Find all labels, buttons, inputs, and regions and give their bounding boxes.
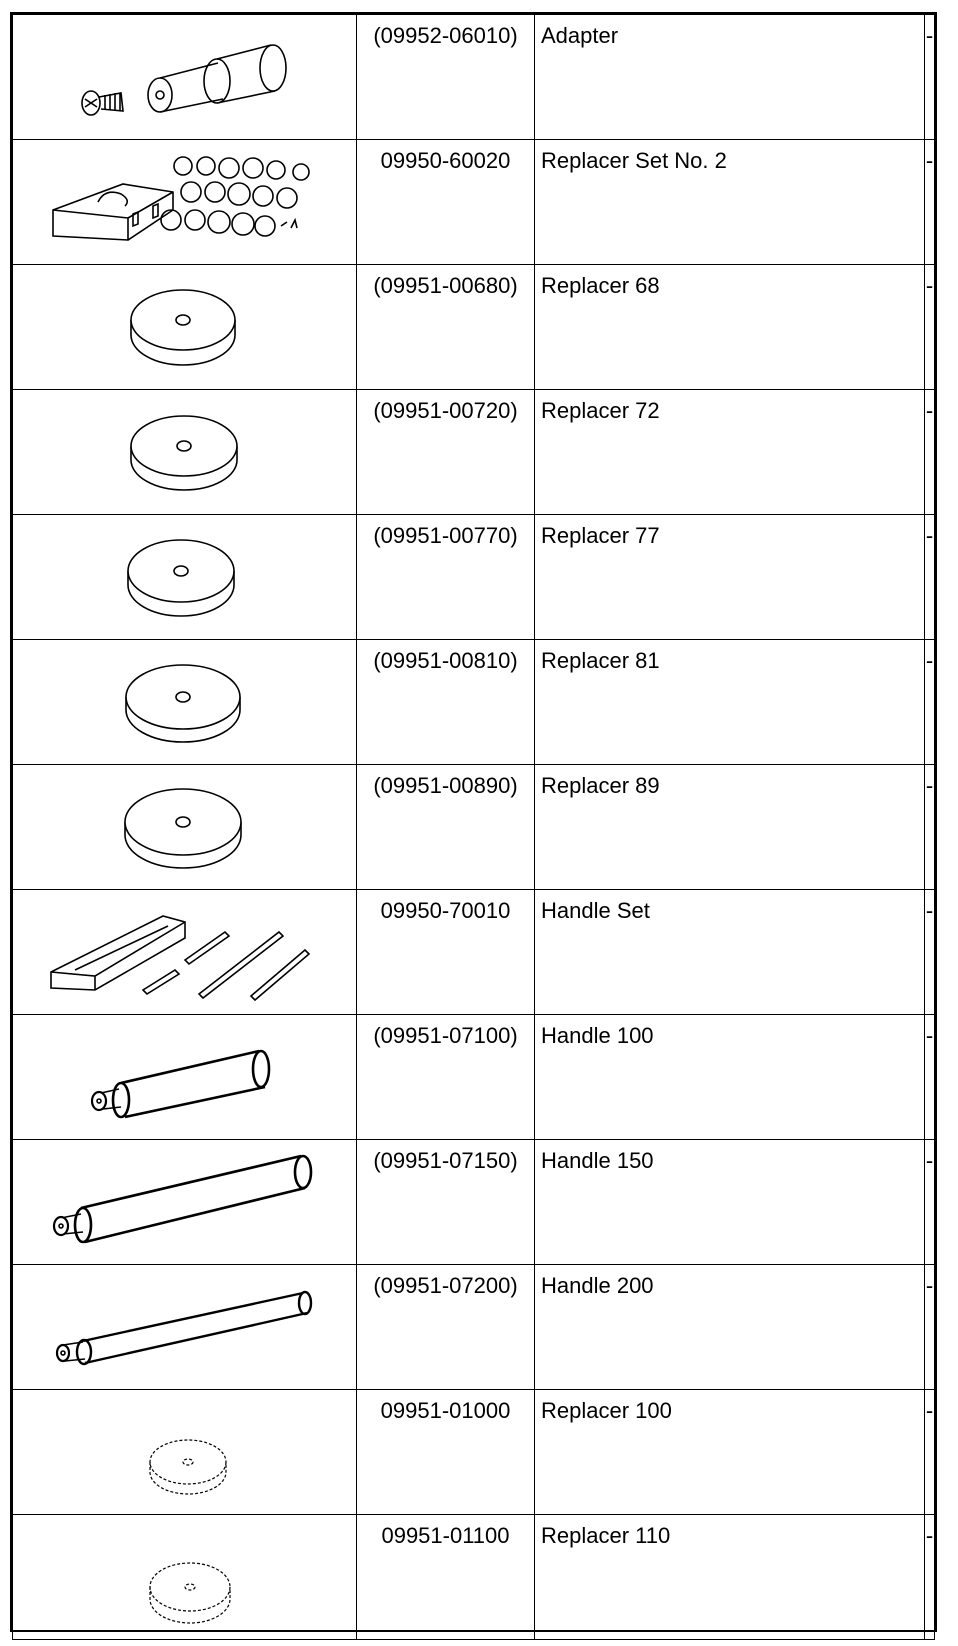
dash-cell	[925, 1140, 935, 1265]
part-name-cell	[535, 265, 925, 390]
part-name-cell	[535, 140, 925, 265]
replacer-disc-icon	[13, 390, 356, 514]
handle-icon	[13, 1015, 356, 1139]
handle-icon	[13, 1140, 356, 1264]
part-name-cell	[535, 390, 925, 515]
part-number: (09951-00810)	[373, 648, 518, 673]
dash-mark: -	[925, 898, 934, 923]
replacer-disc-dashed-icon	[13, 1515, 356, 1639]
table-row	[13, 1265, 935, 1390]
part-name-cell	[535, 765, 925, 890]
part-name-cell	[535, 890, 925, 1015]
replacer-disc-icon	[13, 640, 356, 764]
part-name: Replacer 77	[541, 523, 660, 548]
part-number: 09950-60020	[380, 148, 511, 173]
dash-cell	[925, 15, 935, 140]
replacer-disc-icon	[13, 515, 356, 639]
part-number-cell	[357, 515, 535, 640]
part-number-cell	[357, 640, 535, 765]
illustration-cell	[13, 640, 357, 765]
part-name: Replacer 89	[541, 773, 660, 798]
part-name-cell	[535, 1015, 925, 1140]
dash-mark: -	[925, 148, 934, 173]
part-name: Handle Set	[541, 898, 650, 923]
illustration-cell	[13, 265, 357, 390]
dash-mark: -	[925, 398, 934, 423]
dash-cell	[925, 515, 935, 640]
part-name-cell	[535, 1265, 925, 1390]
table-row	[13, 1515, 935, 1640]
replacer-set-icon	[13, 140, 356, 264]
part-number-cell	[357, 390, 535, 515]
special-tools-table	[12, 14, 935, 1640]
part-name: Handle 200	[541, 1273, 654, 1298]
table-row	[13, 1390, 935, 1515]
dash-mark: -	[925, 523, 934, 548]
part-number: (09951-00770)	[373, 523, 518, 548]
illustration-cell	[13, 890, 357, 1015]
dash-cell	[925, 1265, 935, 1390]
dash-cell	[925, 265, 935, 390]
table-row	[13, 890, 935, 1015]
part-number-cell	[357, 1515, 535, 1640]
dash-mark: -	[925, 23, 934, 48]
table-row	[13, 515, 935, 640]
part-number: (09951-07150)	[373, 1148, 518, 1173]
part-number: (09951-00890)	[373, 773, 518, 798]
part-number-cell	[357, 1015, 535, 1140]
adapter-icon	[13, 15, 356, 139]
dash-mark: -	[925, 1023, 934, 1048]
part-number: 09951-01100	[381, 1523, 510, 1548]
part-number-cell	[357, 15, 535, 140]
part-number-cell	[357, 265, 535, 390]
dash-mark: -	[925, 1148, 934, 1173]
part-name: Handle 100	[541, 1023, 654, 1048]
part-number: 09950-70010	[380, 898, 511, 923]
illustration-cell	[13, 765, 357, 890]
part-name: Replacer 72	[541, 398, 660, 423]
part-name-cell	[535, 640, 925, 765]
dash-mark: -	[925, 1523, 934, 1548]
table-row	[13, 15, 935, 140]
dash-cell	[925, 1515, 935, 1640]
dash-cell	[925, 640, 935, 765]
special-tools-table-frame	[10, 12, 937, 1632]
part-number-cell	[357, 140, 535, 265]
part-number-cell	[357, 1265, 535, 1390]
part-name: Replacer 68	[541, 273, 660, 298]
illustration-cell	[13, 515, 357, 640]
part-number-cell	[357, 1390, 535, 1515]
part-name-cell	[535, 515, 925, 640]
illustration-cell	[13, 1265, 357, 1390]
replacer-disc-dashed-icon	[13, 1390, 356, 1514]
table-row	[13, 265, 935, 390]
illustration-cell	[13, 140, 357, 265]
part-name-cell	[535, 1515, 925, 1640]
table-row	[13, 1015, 935, 1140]
dash-mark: -	[925, 648, 934, 673]
part-name: Adapter	[541, 23, 619, 48]
part-number: (09951-00720)	[373, 398, 518, 423]
dash-cell	[925, 765, 935, 890]
illustration-cell	[13, 15, 357, 140]
illustration-cell	[13, 1140, 357, 1265]
table-row	[13, 140, 935, 265]
dash-mark: -	[925, 773, 934, 798]
part-name: Handle 150	[541, 1148, 654, 1173]
part-number: (09951-07100)	[373, 1023, 518, 1048]
dash-cell	[925, 890, 935, 1015]
dash-cell	[925, 390, 935, 515]
dash-mark: -	[925, 1273, 934, 1298]
table-row	[13, 640, 935, 765]
table-row	[13, 1140, 935, 1265]
replacer-disc-icon	[13, 765, 356, 889]
dash-cell	[925, 1390, 935, 1515]
illustration-cell	[13, 1390, 357, 1515]
illustration-cell	[13, 1015, 357, 1140]
dash-cell	[925, 1015, 935, 1140]
replacer-disc-icon	[13, 265, 356, 389]
handle-icon	[13, 1265, 356, 1389]
part-number: (09952-06010)	[373, 23, 518, 48]
part-number-cell	[357, 765, 535, 890]
part-name-cell	[535, 15, 925, 140]
part-number: (09951-07200)	[373, 1273, 518, 1298]
part-number-cell	[357, 890, 535, 1015]
part-name: Replacer Set No. 2	[541, 148, 727, 173]
part-name-cell	[535, 1140, 925, 1265]
dash-cell	[925, 140, 935, 265]
illustration-cell	[13, 1515, 357, 1640]
part-number: 09951-01000	[380, 1398, 511, 1423]
handle-set-icon	[13, 890, 356, 1014]
part-name-cell	[535, 1390, 925, 1515]
part-name: Replacer 100	[541, 1398, 672, 1423]
table-row	[13, 765, 935, 890]
part-number-cell	[357, 1140, 535, 1265]
table-row	[13, 390, 935, 515]
dash-mark: -	[925, 1398, 934, 1423]
dash-mark: -	[925, 273, 934, 298]
part-name: Replacer 110	[541, 1523, 671, 1548]
part-number: (09951-00680)	[373, 273, 518, 298]
illustration-cell	[13, 390, 357, 515]
part-name: Replacer 81	[541, 648, 660, 673]
